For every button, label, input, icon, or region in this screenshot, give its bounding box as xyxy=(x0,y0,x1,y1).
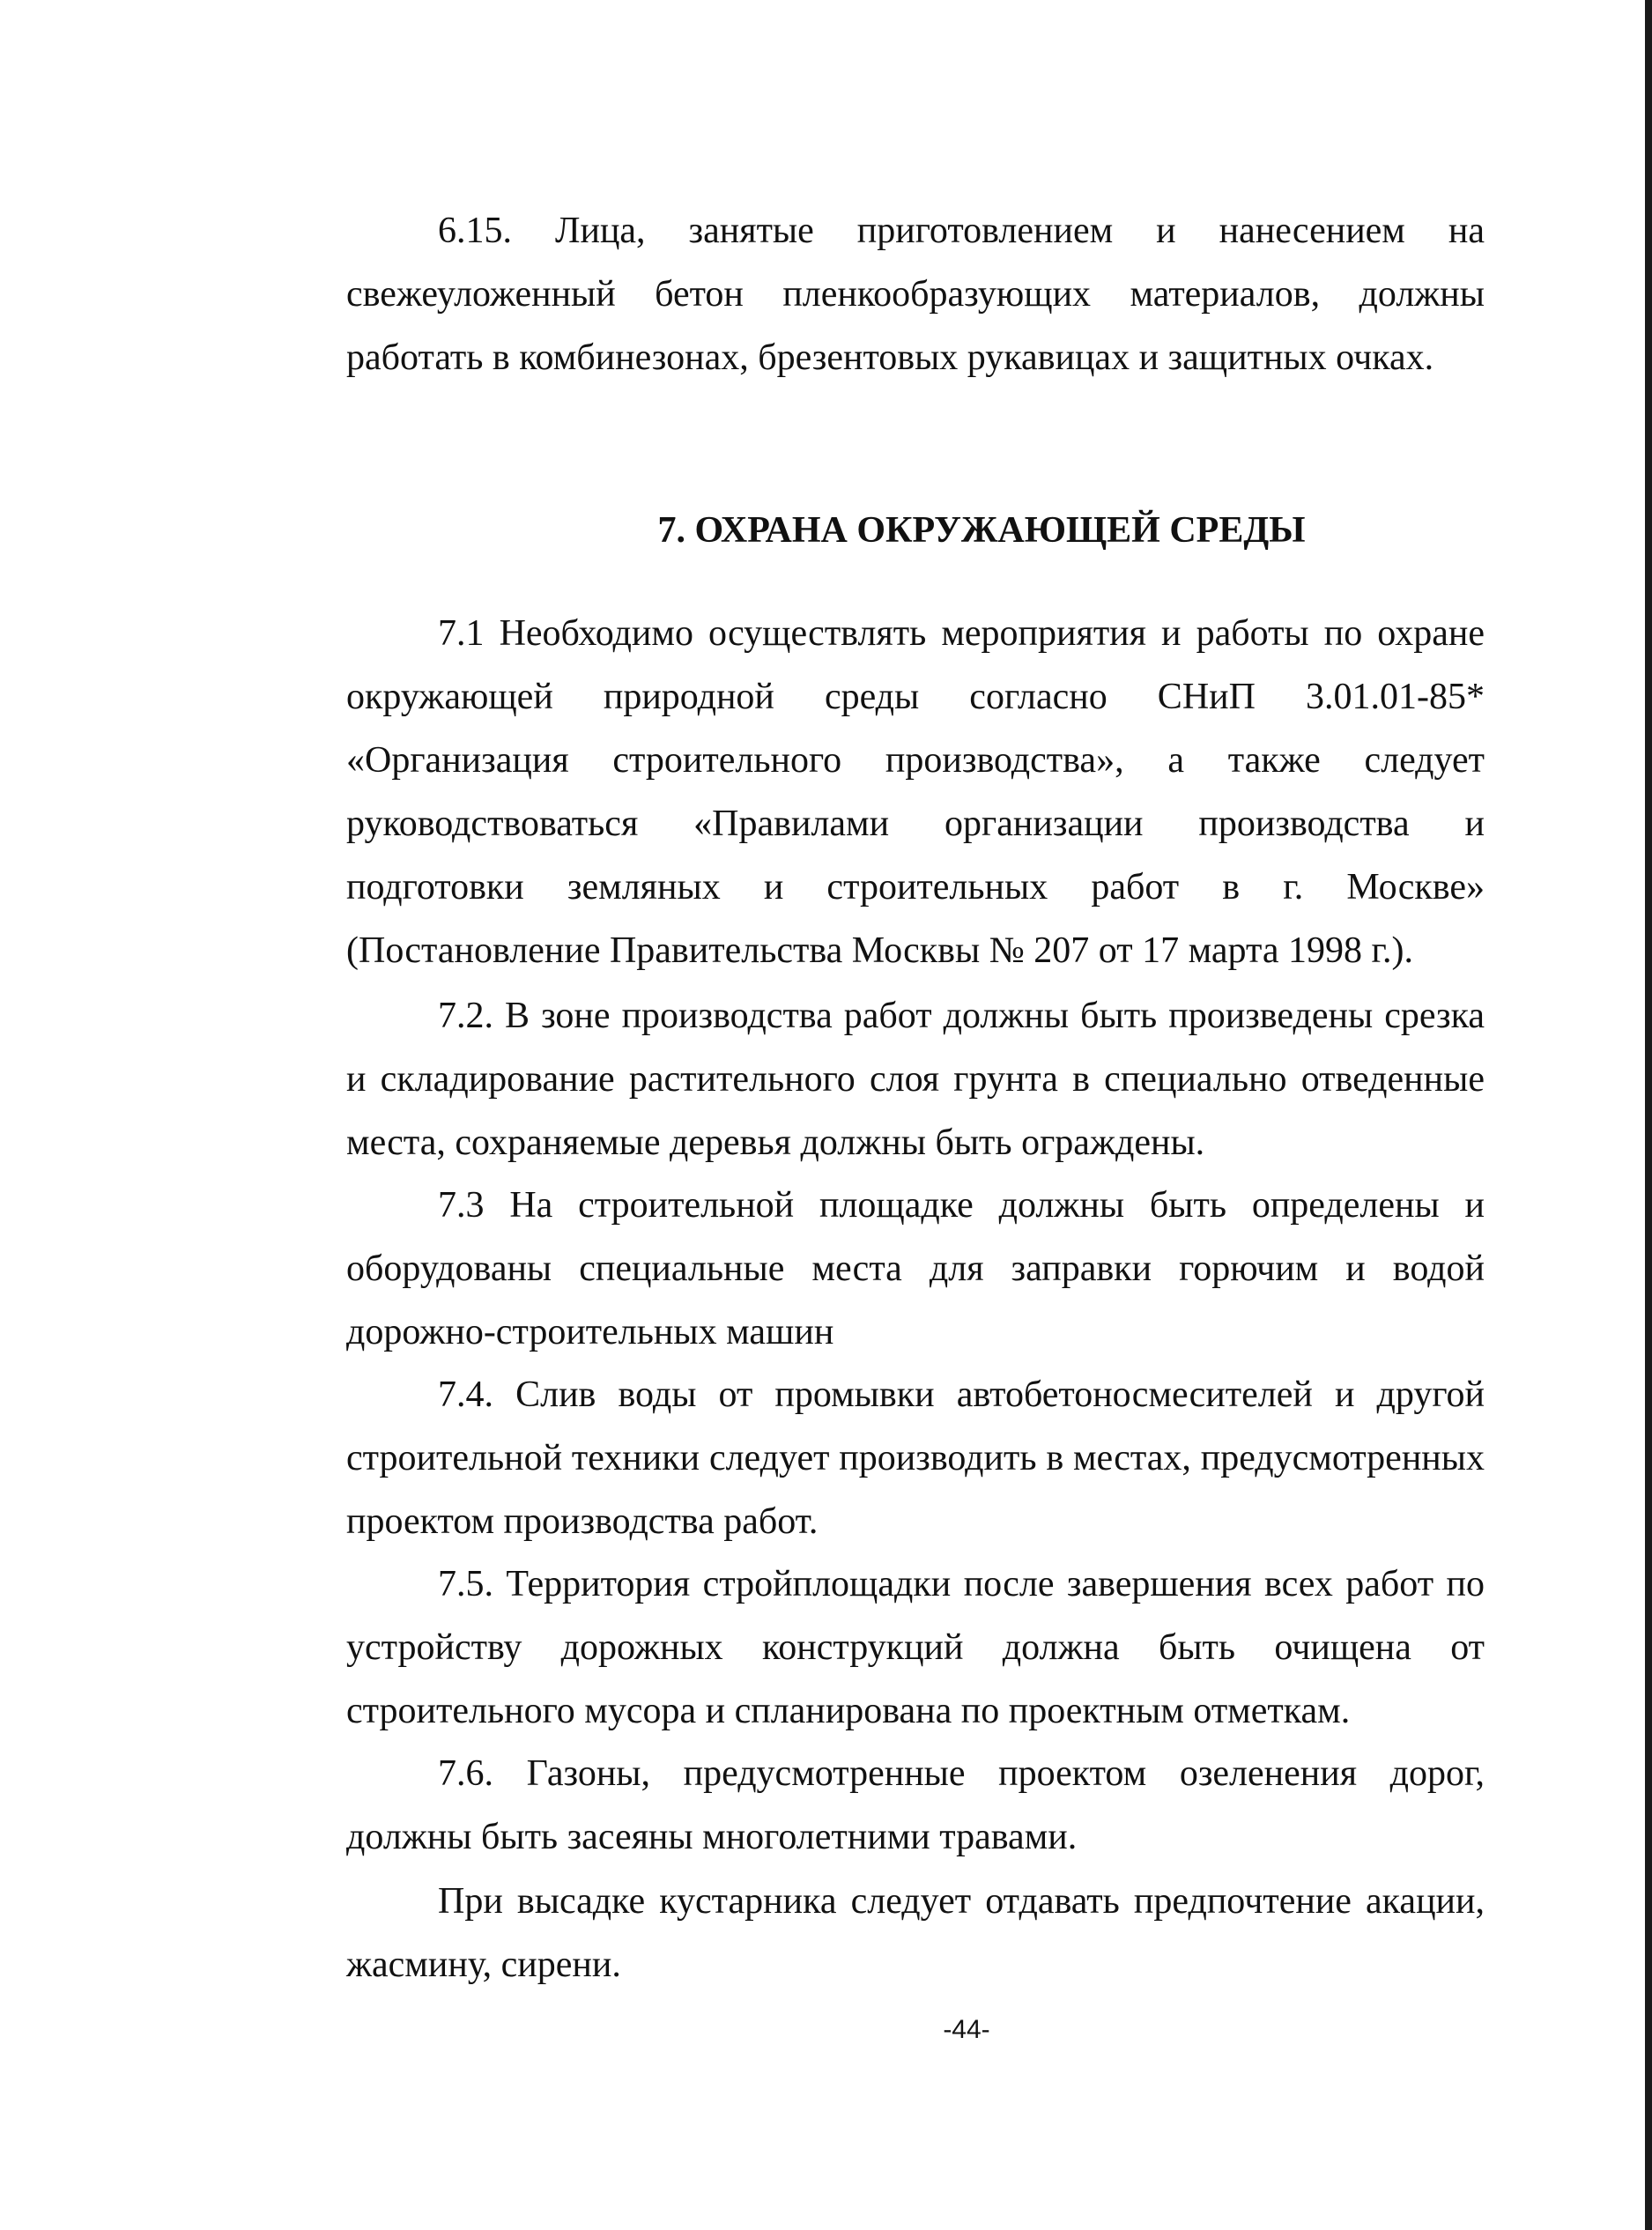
paragraph-7-1: 7.1 Необходимо осуществлять мероприятия и работы по охране окружающей природной среды согласно СНиП 3.01.01-85* «Организация строительного производства», а также следует руководствоваться «Правилами организации производства и подготовки земляных и строительных работ в г. Москве» (Постановление Правительства Москвы № 207 от 17 марта 1998 г.). xyxy=(346,613,1485,971)
paragraph-7-6-shrubs: При высадке кустарника следует отдавать предпочтение акации, жасмину, сирени. xyxy=(346,1881,1485,1985)
paragraph-7-2: 7.2. В зоне производства работ должны быть произведены срезка и складирование растительного слоя грунта в специально отведенные места, сохраняемые деревья должны быть ограждены. xyxy=(346,996,1485,1163)
paragraph-6-15: 6.15. Лица, занятые приготовлением и нанесением на свежеуложенный бетон пленкообразующих материалов, должны работать в комбинезонах, брезентовых рукавицах и защитных очках. xyxy=(346,211,1485,378)
page-number: -44- xyxy=(943,2015,990,2044)
paragraph-7-3: 7.3 На строительной площадке должны быть определены и оборудованы специальные места для заправки горючим и водой дорожно-строительных машин xyxy=(346,1185,1485,1352)
paragraph-7-5: 7.5. Территория стройплощадки после завершения всех работ по устройству дорожных конструкций должна быть очищена от строительного мусора и спланирована по проектным отметкам. xyxy=(346,1564,1485,1731)
scan-border xyxy=(1645,0,1652,2230)
paragraph-7-6: 7.6. Газоны, предусмотренные проектом озеленения дорог, должны быть засеяны многолетними травами. xyxy=(346,1753,1485,1857)
paragraph-7-4: 7.4. Слив воды от промывки автобетоносмесителей и другой строительной техники следует производить в местах, предусмотренных проектом производства работ. xyxy=(346,1374,1485,1542)
section-heading: 7. ОХРАНА ОКРУЖАЮЩЕЙ СРЕДЫ xyxy=(657,510,1306,551)
